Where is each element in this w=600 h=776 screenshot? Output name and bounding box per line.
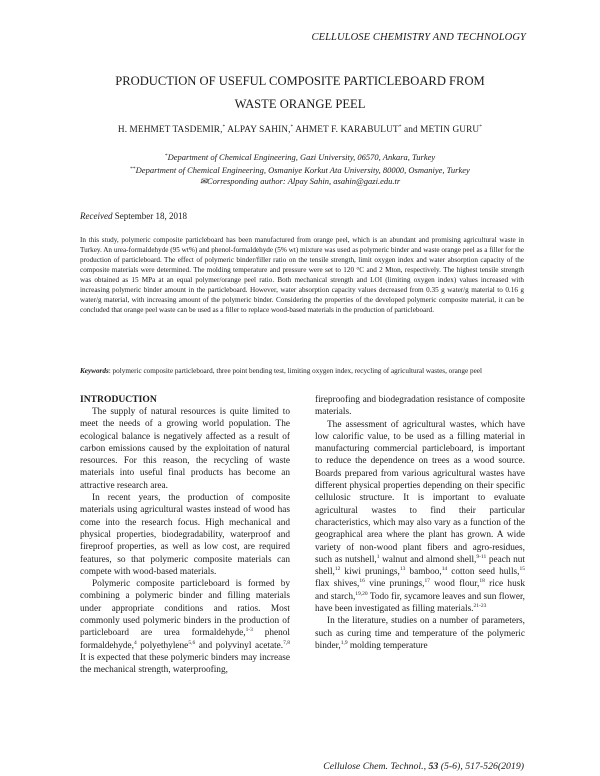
author-tasdemir: H. MEHMET TASDEMIR, [117, 125, 223, 135]
citation: 15 [519, 566, 525, 573]
intro-paragraph-2: In recent years, the production of composite materials using agricultural wastes instead of wood has come into the research focus. High mechanical and physical properties, biodegradability, waterproof and fireproof properties, as well as low cost, are required features, so that polymeric composite materials can compete with wood-based materials. [80, 493, 290, 577]
author-list [0, 124, 600, 135]
citation: 5,6 [188, 639, 196, 646]
citation: 1-3 [245, 627, 253, 634]
author-karabulut: AHMET F. KARABULUT [293, 125, 399, 135]
citation: 4 [133, 639, 137, 646]
citation: 1,9 [340, 639, 348, 646]
abstract: In this study, polymeric composite particleboard has been manufactured from orange peel, which is an abundant and promising agricultural waste in Turkey. An urea-formaldehyde (95 wt%) and phenol-formaldehyde (5% wt) mixture was used as polymeric binder and waste orange peel as a filler for the production of particleboard. The effect of polymeric binder/filler ratio on the tensile strength, limit oxygen index and water absorption capacity of the composite materials were determined. The molding temperature and pressure were set to 120 °C and 2 Mton, respectively. The highest tensile strength was obtained as 15 MPa at an equal polymer/orange peel ratio. Both mechanical strength and LOI (limiting oxygen index) values increased with increasing polymeric binder amount in the particleboard. However, water absorption capacity values decreased from 0.35 g water/g material to 0.16 g water/g material, with increasing amount of the polymeric binder. Considering the properties of the developed polymeric composite material, it can be concluded that orange peel waste can be used as a filler to replace wood-based materials in the production of particleboard. [80, 236, 524, 314]
author-guru: and METIN GURU [401, 125, 480, 135]
intro-paragraph-1: The supply of natural resources is quite limited to meet the needs of a growing world population. The ecological balance is negatively affected as a result of carbon emissions caused by the exploitation of natural resources. For this reason, the recycling of waste materials into useful final products has become an attractive research area. [80, 407, 290, 491]
journal-citation-footer: Cellulose Chem. Technol., 53 (5-6), 517-526(2019) [323, 761, 524, 772]
title-line-2: WASTE ORANGE PEEL [234, 97, 366, 111]
section-heading-introduction: INTRODUCTION [80, 394, 157, 405]
citation: 12 [334, 566, 341, 573]
author-karabulut-affiliation-mark: * [398, 124, 402, 130]
corresponding-author: ✉Corresponding author: Alpay Sahin, asahin@gazi.edu.tr [199, 176, 401, 186]
received-date-value: September 18, 2018 [112, 211, 187, 221]
title-line-1: PRODUCTION OF USEFUL COMPOSITE PARTICLEBOARD FROM [115, 74, 485, 88]
keywords-label: Keywords [80, 367, 109, 375]
affiliation-gazi: *Department of Chemical Engineering, Gazi University, 06570, Ankara, Turkey [164, 152, 436, 162]
author-guru-affiliation-mark: * [479, 124, 483, 130]
journal-header: CELLULOSE CHEMISTRY AND TECHNOLOGY [311, 32, 526, 43]
author-sahin-affiliation-mark: * [290, 124, 294, 130]
citation: 19,20 [355, 590, 368, 597]
citation: 21-23 [473, 603, 487, 610]
intro-paragraph-3: Polymeric composite particleboard is formed by combining a polymeric binder and filling materials under appropriate conditions and ratios. Most commonly used polymeric binders in the production of particleboard are urea formaldehyde,$^{1-3}$ phenol formaldehyde,$^4$ polyethylene$^{5,6}$ and polyvinyl acetate.$^{7,8}$ It is expected that these polymeric binders may increase the mechanical strength, waterproofing, [80, 579, 290, 676]
received-label: Received [80, 211, 113, 221]
volume-number: 53 [428, 761, 439, 772]
citation: 14 [441, 566, 448, 573]
author-tasdemir-affiliation-mark: * [222, 124, 226, 130]
body-column-right [315, 394, 525, 652]
citation: 9-11 [476, 553, 487, 560]
intro-paragraph-4: The assessment of agricultural wastes, which have low calorific value, to be used as a filling material in manufacturing commercial particleboard, is important to reduce the dependence on trees as a wood source. Boards prepared from various agricultural wastes have different physical properties depending on their specific cellulosic structure. It is important to evaluate agricultural wastes to find their particular characteristics, which may also vary as a function of the geographical area where the plant has grown. A wide variety of non-wood plant fibers and agro-residues, such as nutshell,$^1$ walnut and almond shell,$^{9-11}$ peach nut shell,$^{12}$ kiwi prunings,$^{13}$ bamboo,$^{14}$ cotton seed hulls,$^{15}$ flax shives,$^{16}$ vine prunings,$^{17}$ wood flour,$^{18}$ rice husk and starch,$^{19,20}$ Todo fir, sycamore leaves and sun flower, have been investigated as filling materials.$^{21-23}$ [315, 419, 525, 615]
affiliation-osmaniye: **Department of Chemical Engineering, Osmaniye Korkut Ata University, 80000, Osmaniye, Turkey [130, 164, 470, 175]
keywords [80, 366, 524, 376]
citation: 16 [359, 578, 365, 585]
intro-paragraph-5: In the literature, studies on a number of parameters, such as curing time and temperature of the polymeric binder,$^{1,9}$ molding temperature [315, 616, 525, 651]
received-date [80, 211, 187, 221]
citation: 7,8 [283, 639, 290, 646]
citation: 13 [399, 566, 406, 573]
keywords-list: : polymeric composite particleboard, three point bending test, limiting oxygen index, recycling of agricultural wastes, orange peel [108, 367, 482, 375]
author-sahin: ALPAY SAHIN, [225, 125, 291, 135]
intro-paragraph-3-continued: fireproofing and biodegradation resistance of composite materials. [315, 395, 525, 418]
body-column-left [80, 394, 290, 677]
affiliations [0, 151, 600, 188]
citation: 1 [376, 553, 380, 560]
paper-title [0, 70, 600, 116]
citation: 17 [424, 578, 430, 585]
citation: 18 [479, 578, 485, 585]
